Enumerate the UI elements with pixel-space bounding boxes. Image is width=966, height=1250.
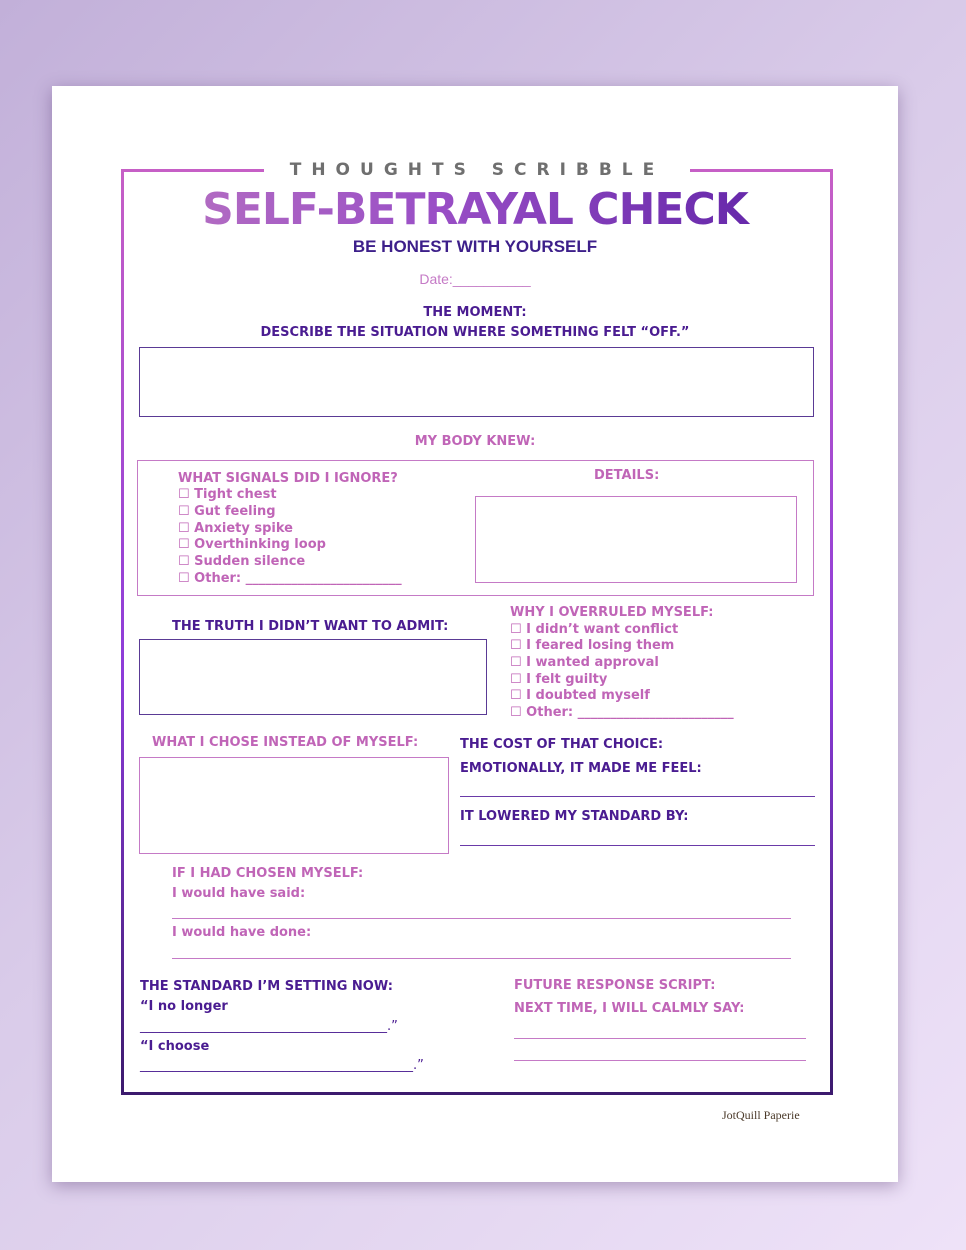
chose-instead-heading: WHAT I CHOSE INSTEAD OF MYSELF: [152, 735, 419, 750]
signal-option[interactable]: ☐ Overthinking loop [178, 537, 326, 552]
script-heading: FUTURE RESPONSE SCRIPT: [514, 978, 716, 993]
cost-emotional-label: EMOTIONALLY, IT MADE ME FEEL: [460, 761, 702, 776]
cost-emotional-line[interactable] [460, 796, 815, 797]
overruled-option[interactable]: ☐ I feared losing them [510, 638, 675, 653]
signal-option[interactable]: ☐ Other: ________________________ [178, 571, 402, 586]
details-writing-box[interactable] [475, 496, 797, 583]
would-have-done-label: I would have done: [172, 925, 312, 940]
no-longer-label: “I no longer [140, 999, 228, 1014]
date-field[interactable]: Date:__________ [419, 271, 531, 287]
would-have-said-line[interactable] [172, 918, 791, 919]
choose-label: “I choose [140, 1039, 210, 1054]
signal-option[interactable]: ☐ Tight chest [178, 487, 277, 502]
signal-option[interactable]: ☐ Gut feeling [178, 504, 276, 519]
no-longer-line[interactable]: ______________________________________.” [140, 1019, 398, 1034]
details-heading: DETAILS: [594, 468, 660, 483]
signal-option[interactable]: ☐ Anxiety spike [178, 521, 293, 536]
signal-option[interactable]: ☐ Sudden silence [178, 554, 306, 569]
moment-prompt: DESCRIBE THE SITUATION WHERE SOMETHING FELT “OFF.” [260, 325, 690, 340]
worksheet-page [52, 86, 898, 1182]
cost-standard-label: IT LOWERED MY STANDARD BY: [460, 809, 689, 824]
footer-brand: JotQuill Paperie [722, 1108, 800, 1122]
moment-writing-box[interactable] [139, 347, 814, 417]
chosen-myself-heading: IF I HAD CHOSEN MYSELF: [172, 866, 364, 881]
body-knew-heading: MY BODY KNEW: [414, 434, 536, 449]
signals-heading: WHAT SIGNALS DID I IGNORE? [178, 471, 398, 486]
truth-heading: THE TRUTH I DIDN’T WANT TO ADMIT: [172, 619, 449, 634]
brand-heading: THOUGHTS SCRIBBLE [264, 159, 690, 181]
overruled-heading: WHY I OVERRULED MYSELF: [510, 605, 714, 620]
overruled-option[interactable]: ☐ I doubted myself [510, 688, 650, 703]
cost-heading: THE COST OF THAT CHOICE: [460, 737, 664, 752]
standard-now-heading: THE STANDARD I’M SETTING NOW: [140, 979, 393, 994]
overruled-option[interactable]: ☐ I felt guilty [510, 672, 608, 687]
would-have-said-label: I would have said: [172, 886, 306, 901]
script-line[interactable] [514, 1038, 806, 1039]
page-title: SELF-BETRAYAL CHECK [52, 184, 898, 236]
page-subtitle: BE HONEST WITH YOURSELF [352, 237, 598, 256]
overruled-option[interactable]: ☐ I wanted approval [510, 655, 659, 670]
moment-heading: THE MOMENT: [423, 305, 527, 320]
script-line[interactable] [514, 1060, 806, 1061]
truth-writing-box[interactable] [139, 639, 487, 715]
overruled-option[interactable]: ☐ I didn’t want conflict [510, 622, 679, 637]
choose-line[interactable]: __________________________________________.” [140, 1058, 424, 1073]
next-time-label: NEXT TIME, I WILL CALMLY SAY: [514, 1001, 745, 1016]
cost-standard-line[interactable] [460, 845, 815, 846]
would-have-done-line[interactable] [172, 958, 791, 959]
overruled-option[interactable]: ☐ Other: ________________________ [510, 705, 734, 720]
chose-instead-writing-box[interactable] [139, 757, 449, 854]
